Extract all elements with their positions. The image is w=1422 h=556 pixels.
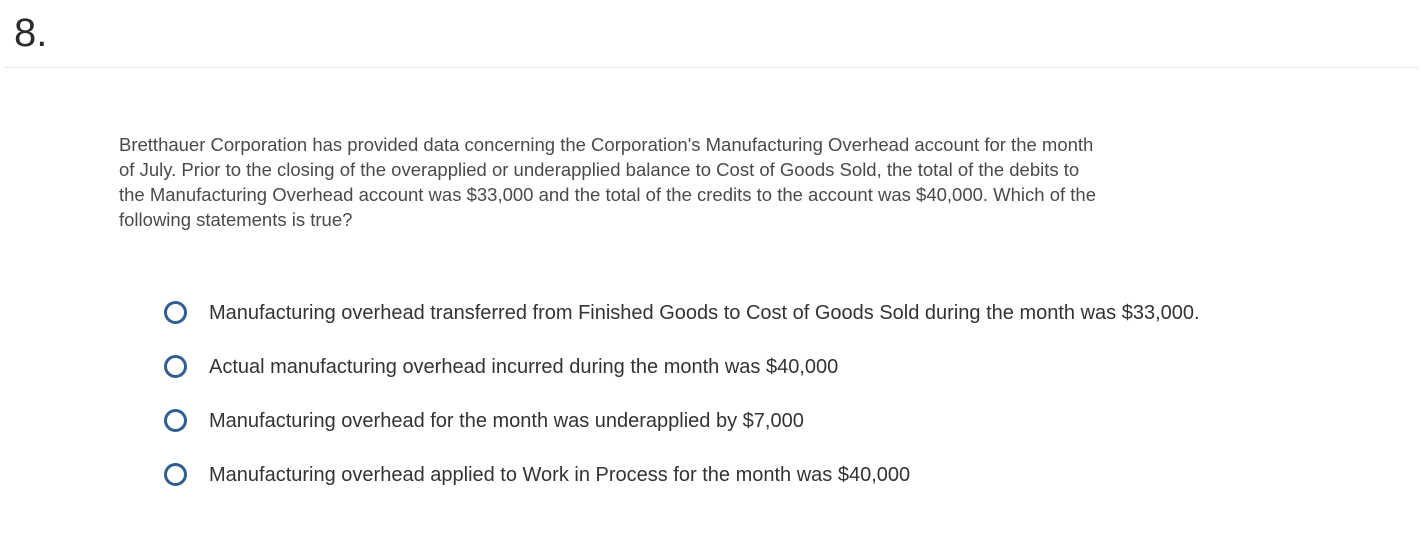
- question-number: 8.: [14, 11, 48, 55]
- radio-button-icon[interactable]: [164, 463, 187, 486]
- option-label[interactable]: Actual manufacturing overhead incurred during the month was $40,000: [209, 355, 839, 378]
- answer-option-4[interactable]: [162, 457, 1402, 492]
- radio-button-icon[interactable]: [164, 409, 187, 432]
- radio-button-icon[interactable]: [164, 301, 187, 324]
- option-label[interactable]: Manufacturing overhead applied to Work in Process for the month was $40,000: [209, 463, 911, 486]
- answer-options: [162, 295, 1402, 511]
- option-label[interactable]: Manufacturing overhead transferred from Finished Goods to Cost of Goods Sold during the month was $33,000.: [209, 301, 1200, 324]
- option-label[interactable]: Manufacturing overhead for the month was underapplied by $7,000: [209, 409, 804, 432]
- header-divider: [4, 67, 1418, 68]
- radio-button-icon[interactable]: [164, 355, 187, 378]
- answer-option-3[interactable]: [162, 403, 1402, 438]
- answer-option-1[interactable]: [162, 295, 1402, 330]
- question-prompt: Bretthauer Corporation has provided data concerning the Corporation's Manufacturing Overhead account for the month of July. Prior to the closing of the overapplied or underapplied balance to Cost of Goods Sold, the total of the debits to the Manufacturing Overhead account was $33,000 and the total of the credits to the account was $40,000. Which of the following statements is true?: [119, 134, 1097, 230]
- answer-option-2[interactable]: [162, 349, 1402, 384]
